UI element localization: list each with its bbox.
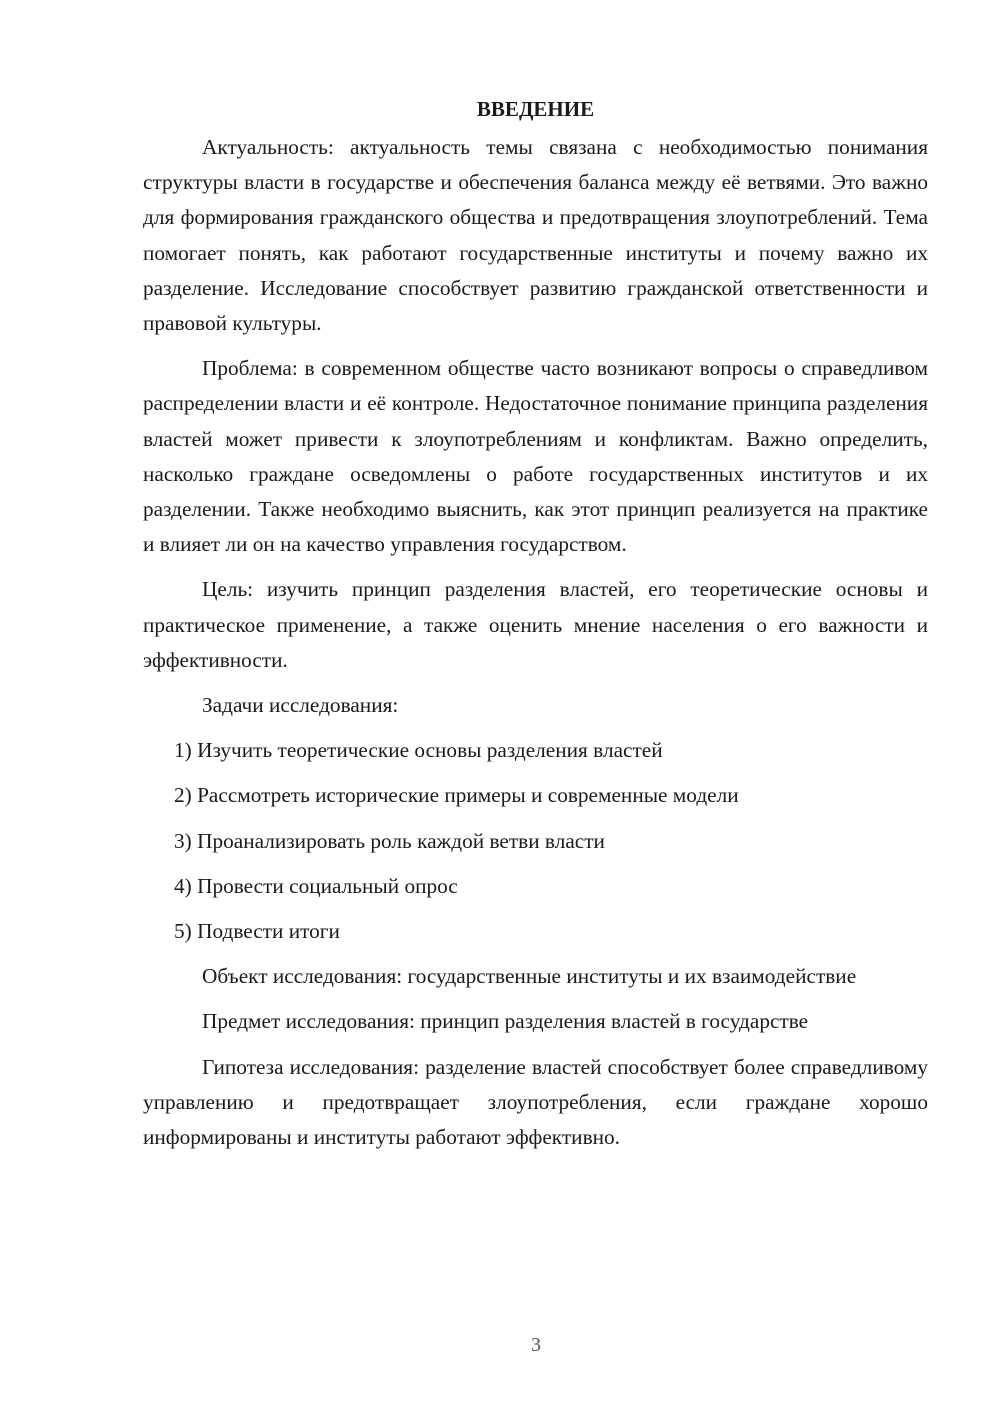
list-item: 2) Рассмотреть исторические примеры и современные модели: [174, 783, 739, 808]
goal-paragraph: Цель: изучить принцип разделения властей, его теоретические основы и практическое применение, а также оценить мнение населения о его важности и эффективности.: [143, 577, 928, 672]
hypothesis-paragraph: Гипотеза исследования: разделение властей способствует более справедливому управлению и предотвращает злоупотребления, если граждане хорошо информированы и институты работают эффективно.: [143, 1054, 928, 1150]
tasks-list: [143, 733, 928, 949]
subject-paragraph: Предмет исследования: принцип разделения властей в государстве: [202, 1009, 809, 1034]
object-paragraph: Объект исследования: государственные институты и их взаимодействие: [202, 964, 857, 989]
tasks-heading: Задачи исследования:: [202, 693, 399, 718]
problem-paragraph: Проблема: в современном обществе часто возникают вопросы о справедливом распределении власти и её контроле. Недостаточное понимание принципа разделения властей может привести к злоупотреблениям и конфликтам. Важно определить, насколько граждане осведомлены о работе государственных институтов и их разделении. Также необходимо выяснить, как этот принцип реализуется на практике и влияет ли он на качество управления государством.: [143, 356, 928, 557]
list-item: 3) Проанализировать роль каждой ветви власти: [174, 828, 605, 853]
list-item: 4) Провести социальный опрос: [174, 873, 458, 898]
list-item: 1) Изучить теоретические основы разделения властей: [174, 738, 663, 763]
list-item: 5) Подвести итоги: [174, 919, 340, 944]
relevance-paragraph: Актуальность: актуальность темы связана с необходимостью понимания структуры власти в государстве и обеспечения баланса между её ветвями. Это важно для формирования гражданского общества и предотвращения злоупотреблений. Тема помогает понять, как работают государственные институты и почему важно их разделение. Исследование способствует развитию гражданской ответственности и правовой культуры.: [143, 135, 928, 336]
page-number: 3: [531, 1334, 541, 1356]
section-title: ВВЕДЕНИЕ: [476, 97, 595, 121]
document-page: [143, 92, 928, 1165]
